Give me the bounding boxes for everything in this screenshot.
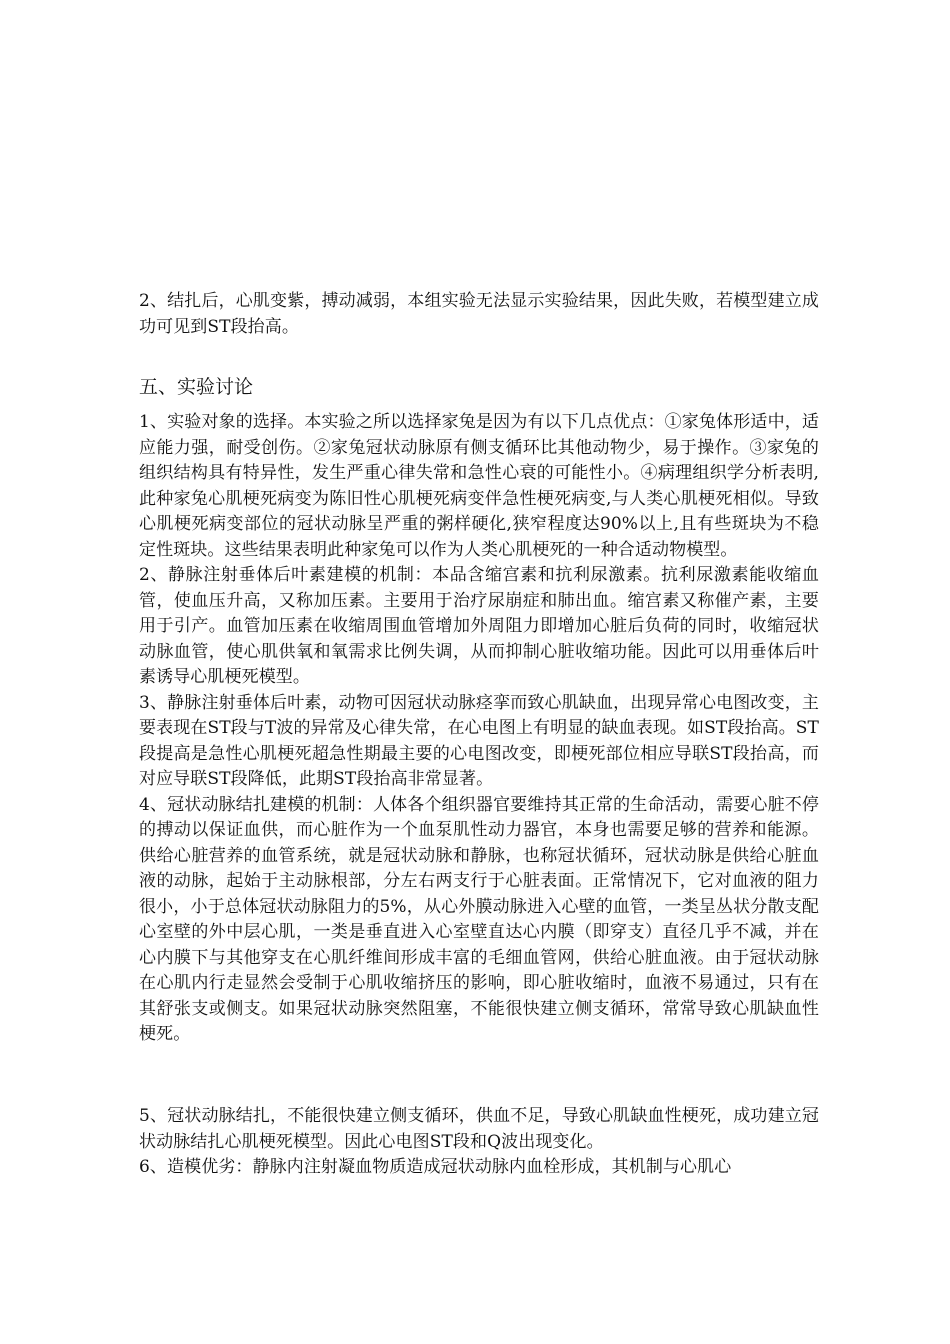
discussion-paragraph-3: 3、静脉注射垂体后叶素，动物可因冠状动脉痉挛而致心肌缺血，出现异常心电图改变，主要表现在ST段与T波的异常及心律失常，在心电图上有明显的缺血表现。如ST段抬高。ST段提高是急性心肌梗死超急性期最主要的心电图改变，即梗死部位相应导联ST段抬高，而对应导联ST段降低，此期ST段抬高非常显著。 <box>139 692 819 789</box>
discussion-paragraph-6: 6、造模优劣：静脉内注射凝血物质造成冠状动脉内血栓形成，其机制与心肌心 <box>139 1157 732 1177</box>
discussion-paragraph-5: 5、冠状动脉结扎，不能很快建立侧支循环，供血不足，导致心肌缺血性梗死，成功建立冠状动脉结扎心肌梗死模型。因此心电图ST段和Q波出现变化。 <box>139 1106 819 1152</box>
discussion-paragraph-1: 1、实验对象的选择。本实验之所以选择家兔是因为有以下几点优点：①家兔体形适中，适应能力强，耐受创伤。②家兔冠状动脉原有侧支循环比其他动物少，易于操作。③家兔的组织结构具有特异性，发生严重心律失常和急性心衰的可能性小。④病理组织学分析表明,此种家兔心肌梗死病变为陈旧性心肌梗死病变伴急性梗死病变,与人类心肌梗死相似。导致心肌梗死病变部位的冠状动脉呈严重的粥样硬化,狭窄程度达90%以上,且有些斑块为不稳定性斑块。这些结果表明此种家兔可以作为人类心肌梗死的一种合适动物模型。 <box>139 412 819 560</box>
results-section <box>139 289 819 340</box>
section-heading-discussion: 五、实验讨论 <box>139 376 254 398</box>
discussion-section-continued <box>139 1104 819 1181</box>
discussion-section <box>139 410 819 1048</box>
result-paragraph-2: 2、结扎后，心肌变紫，搏动减弱，本组实验无法显示实验结果，因此失败，若模型建立成功可见到ST段抬高。 <box>139 291 819 337</box>
discussion-paragraph-4: 4、冠状动脉结扎建模的机制：人体各个组织器官要维持其正常的生命活动，需要心脏不停的搏动以保证血供，而心脏作为一个血泵肌性动力器官，本身也需要足够的营养和能源。供给心脏营养的血管系统，就是冠状动脉和静脉，也称冠状循环，冠状动脉是供给心脏血液的动脉，起始于主动脉根部，分左右两支行于心脏表面。正常情况下，它对血液的阻力很小，小于总体冠状动脉阻力的5%，从心外膜动脉进入心壁的血管，一类呈丛状分散支配心室壁的外中层心肌，一类是垂直进入心室壁直达心内膜（即穿支）直径几乎不减，并在心内膜下与其他穿支在心肌纤维间形成丰富的毛细血管网，供给心脏血液。由于冠状动脉在心肌内行走显然会受制于心肌收缩挤压的影响，即心脏收缩时，血液不易通过，只有在其舒张支或侧支。如果冠状动脉突然阻塞，不能很快建立侧支循环，常常导致心肌缺血性梗死。 <box>139 794 819 1044</box>
discussion-paragraph-2: 2、静脉注射垂体后叶素建模的机制：本品含缩宫素和抗利尿激素。抗利尿激素能收缩血管，使血压升高，又称加压素。主要用于治疗尿崩症和肺出血。缩宫素又称催产素，主要用于引产。血管加压素在收缩周围血管增加外周阻力即增加心脏后负荷的同时，收缩冠状动脉血管，使心肌供氧和氧需求比例失调，从而抑制心脏收缩功能。因此可以用垂体后叶素诱导心肌梗死模型。 <box>139 565 819 687</box>
